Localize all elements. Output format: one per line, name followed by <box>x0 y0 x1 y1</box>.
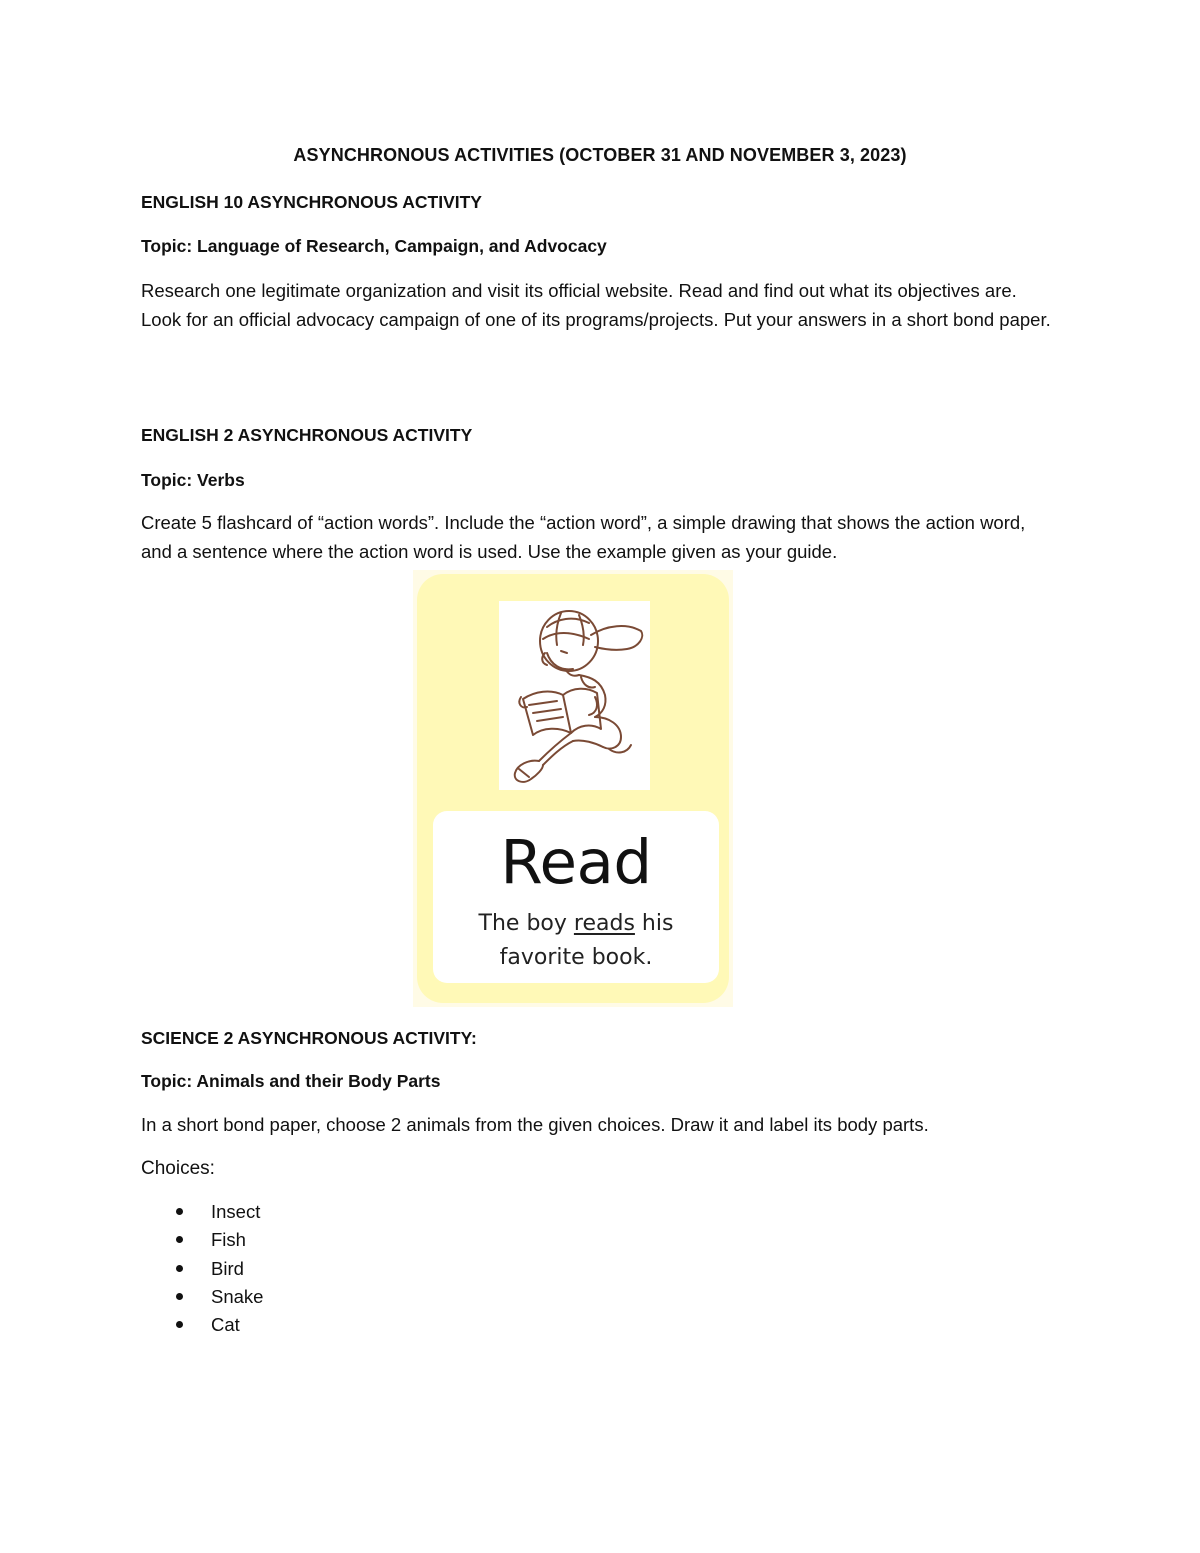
english10-topic: Topic: Language of Research, Campaign, and Advocacy <box>141 236 607 256</box>
english2-topic: Topic: Verbs <box>141 470 245 490</box>
choices-list <box>141 1198 263 1339</box>
flashcard-example <box>413 570 733 1007</box>
bullet-icon <box>176 1321 183 1328</box>
choice-label: Bird <box>211 1257 244 1279</box>
boy-reading-book-drawing <box>499 601 650 790</box>
bullet-icon <box>176 1265 183 1272</box>
english2-heading: ENGLISH 2 ASYNCHRONOUS ACTIVITY <box>141 425 473 445</box>
flashcard-card <box>417 574 729 1003</box>
flashcard-sentence <box>433 907 719 975</box>
science2-instructions: In a short bond paper, choose 2 animals from the given choices. Draw it and label its body parts. <box>141 1114 929 1135</box>
bullet-icon <box>176 1236 183 1243</box>
bullet-icon <box>176 1293 183 1300</box>
flashcard-sentence-underlined: reads <box>573 911 635 936</box>
list-item <box>141 1283 263 1311</box>
flashcard-word: Read <box>500 827 652 898</box>
choice-label: Cat <box>211 1314 240 1336</box>
list-item <box>141 1226 263 1254</box>
english10-heading: ENGLISH 10 ASYNCHRONOUS ACTIVITY <box>141 192 482 212</box>
choice-label: Insect <box>211 1201 261 1222</box>
english10-instructions: Research one legitimate organization and visit its official website. Read and find out what its objectives are. Look for an official advocacy campaign of one of its programs/projects. Put your answers in a short bond paper. <box>141 280 1051 330</box>
flashcard-text-panel <box>433 811 719 983</box>
science2-topic: Topic: Animals and their Body Parts <box>141 1071 441 1091</box>
choices-label: Choices: <box>141 1158 215 1179</box>
document-title: ASYNCHRONOUS ACTIVITIES (OCTOBER 31 AND NOVEMBER 3, 2023) <box>293 145 907 165</box>
list-item <box>141 1198 263 1226</box>
flashcard-sentence-start: The boy <box>478 911 574 936</box>
bullet-icon <box>176 1208 183 1215</box>
choice-label: Snake <box>211 1285 264 1307</box>
list-item <box>141 1311 263 1339</box>
science2-heading: SCIENCE 2 ASYNCHRONOUS ACTIVITY: <box>141 1028 477 1048</box>
choice-label: Fish <box>211 1229 246 1251</box>
english2-instructions: Create 5 flashcard of “action words”. Include the “action word”, a simple drawing that shows the action word, and a sentence where the action word is used. Use the example given as your guide. <box>141 512 1026 562</box>
list-item <box>141 1255 263 1283</box>
flashcard-sentence-end: his favorite book. <box>499 911 674 970</box>
